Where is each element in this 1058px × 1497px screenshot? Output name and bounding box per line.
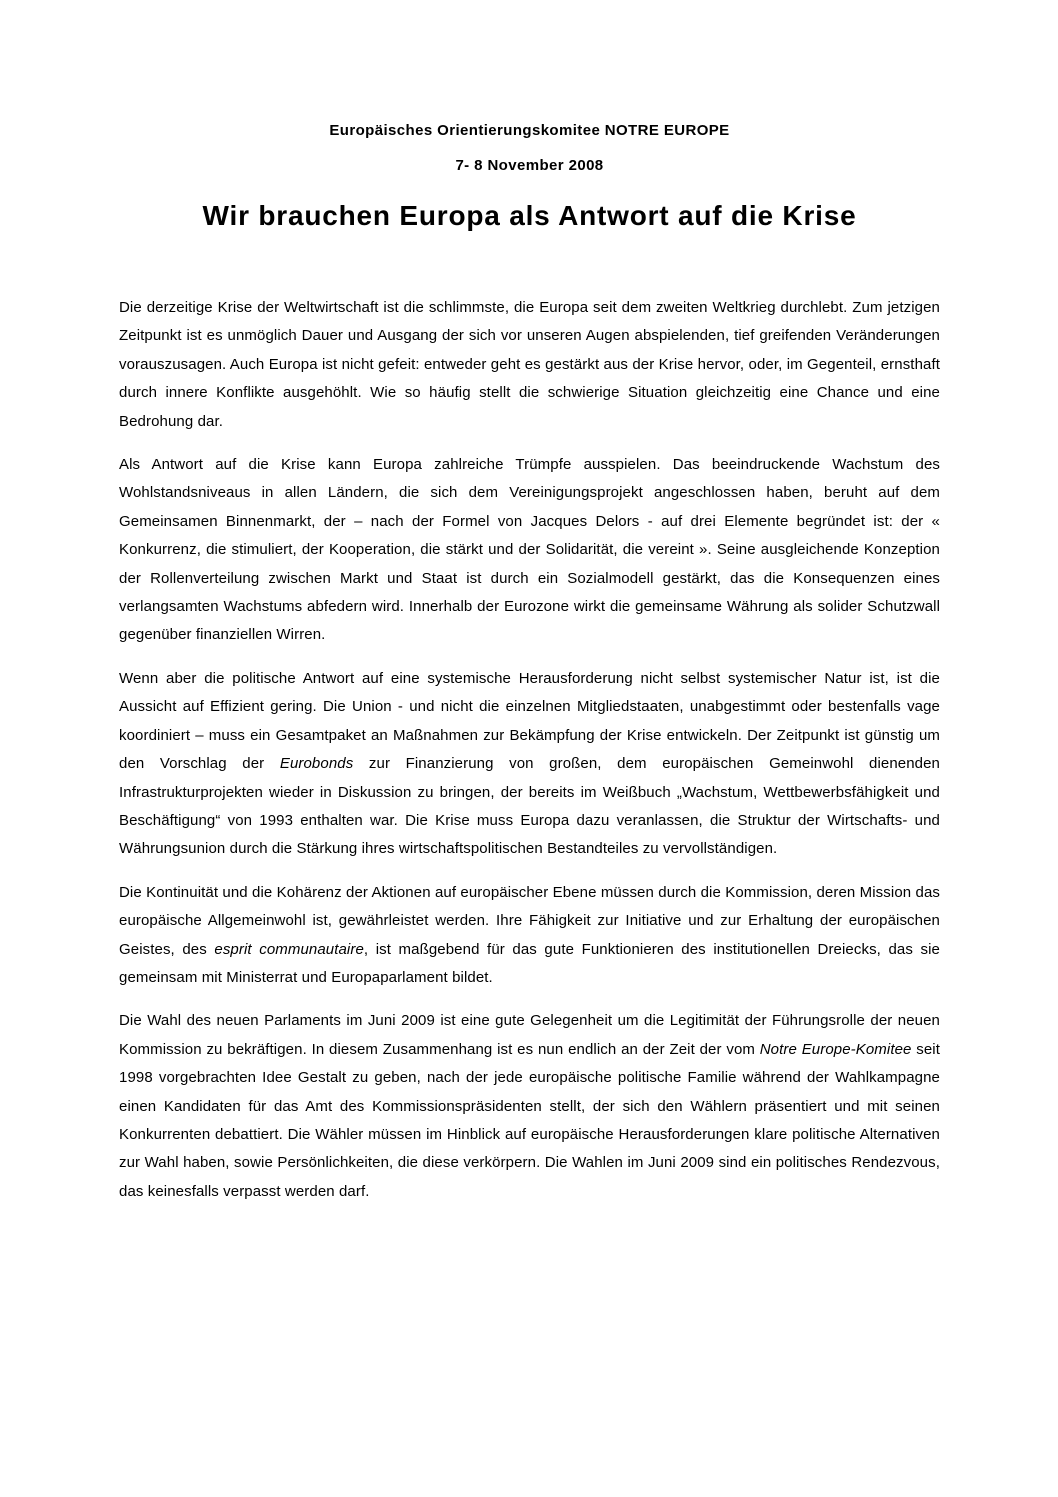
text-segment: Als Antwort auf die Krise kann Europa zahlreiche Trümpfe ausspielen. Das beeindruckende Wachstum des Wohlstandsniveaus in allen Ländern, die sich dem Vereinigungsprojekt angeschlossen haben, beruht auf dem Gemeinsamen Binnenmarkt, der – nach der Formel von Jacques Delors - auf drei Elemente begründet ist: der « Konkurrenz, die stimuliert, der Kooperation, die stärkt und der Solidarität, die vereint ». Seine ausgleichende Konzeption der Rollenverteilung zwischen Markt und Staat ist durch ein Sozialmodell gestärkt, das die Konsequenzen eines verlangsamten Wachstums abfedern wird. Innerhalb der Eurozone wirkt die gemeinsame Währung als solider Schutzwall gegenüber finanziellen Wirren. — [119, 456, 940, 644]
paragraph-1 — [119, 294, 940, 436]
italic-text-segment: Eurobonds — [279, 755, 354, 773]
text-segment: Die Kontinuität und die Kohärenz der Aktionen auf europäischer Ebene müssen durch die Kommission, deren Mission das europäische Allgemeinwohl ist, gewährleistet werden. Ihre Fähigkeit zur Initiative und zur Erhaltung der europäischen Geistes, des — [119, 883, 940, 958]
document-body — [119, 294, 940, 1206]
paragraph-3 — [119, 665, 940, 864]
text-segment: Die derzeitige Krise der Weltwirtschaft ist die schlimmste, die Europa seit dem zweiten Weltkrieg durchlebt. Zum jetzigen Zeitpunkt ist es unmöglich Dauer und Ausgang der sich vor unseren Augen abspielenden, tief greifenden Veränderungen vorauszusagen. Auch Europa ist nicht gefeit: entweder geht es gestärkt aus der Krise hervor, oder, im Gegenteil, ernsthaft durch innere Konflikte ausgehöhlt. Wie so häufig stellt die schwierige Situation gleichzeitig eine Chance und eine Bedrohung dar. — [119, 299, 940, 430]
text-segment: seit 1998 vorgebrachten Idee Gestalt zu geben, nach der jede europäische politische Familie während der Wahlkampagne einen Kandidaten für das Amt des Kommissionspräsidenten stellt, der sich den Wählern präsentiert und mit seinen Konkurrenten debattiert. Die Wähler müssen im Hinblick auf europäische Herausforderungen klare politische Alternativen zur Wahl haben, sowie Persönlichkeiten, die diese verkörpern. Die Wahlen im Juni 2009 sind ein politisches Rendezvous, das keinesfalls verpasst werden darf. — [119, 1040, 940, 1200]
italic-text-segment: Notre Europe-Komitee — [759, 1040, 912, 1058]
document-header — [119, 122, 940, 232]
document-title: Wir brauchen Europa als Antwort auf die Krise — [202, 200, 857, 231]
text-segment: , ist maßgebend für das gute Funktionieren des institutionellen Dreiecks, das sie gemeinsam mit Ministerrat und Europaparlament bildet. — [119, 940, 940, 986]
committee-name: Europäisches Orientierungskomitee NOTRE EUROPE — [329, 122, 730, 139]
date-line: 7- 8 November 2008 — [455, 157, 604, 174]
paragraph-5 — [119, 1007, 940, 1206]
italic-text-segment: esprit communautaire — [214, 940, 364, 958]
text-segment: Wenn aber die politische Antwort auf eine systemische Herausforderung nicht selbst systemischer Natur ist, ist die Aussicht auf Effizient gering. Die Union - und nicht die einzelnen Mitgliedstaaten, unabgestimmt oder bestenfalls vage koordiniert – muss ein Gesamtpaket an Maßnahmen zur Bekämpfung der Krise entwickeln. Der Zeitpunkt ist günstig um den Vorschlag der — [119, 669, 940, 773]
paragraph-2 — [119, 451, 940, 650]
text-segment: zur Finanzierung von großen, dem europäischen Gemeinwohl dienenden Infrastrukturprojekten wieder in Diskussion zu bringen, der bereits im Weißbuch „Wachstum, Wettbewerbsfähigkeit und Beschäftigung“ von 1993 enthalten war. Die Krise muss Europa dazu veranlassen, die Struktur der Wirtschafts- und Währungsunion durch die Stärkung ihres wirtschaftspolitischen Bestandteiles zu vervollständigen. — [119, 755, 940, 858]
text-segment: Die Wahl des neuen Parlaments im Juni 2009 ist eine gute Gelegenheit um die Legitimität der Führungsrolle der neuen Kommission zu bekräftigen. In diesem Zusammenhang ist es nun endlich an der Zeit der vom — [119, 1012, 940, 1058]
paragraph-4 — [119, 879, 940, 993]
